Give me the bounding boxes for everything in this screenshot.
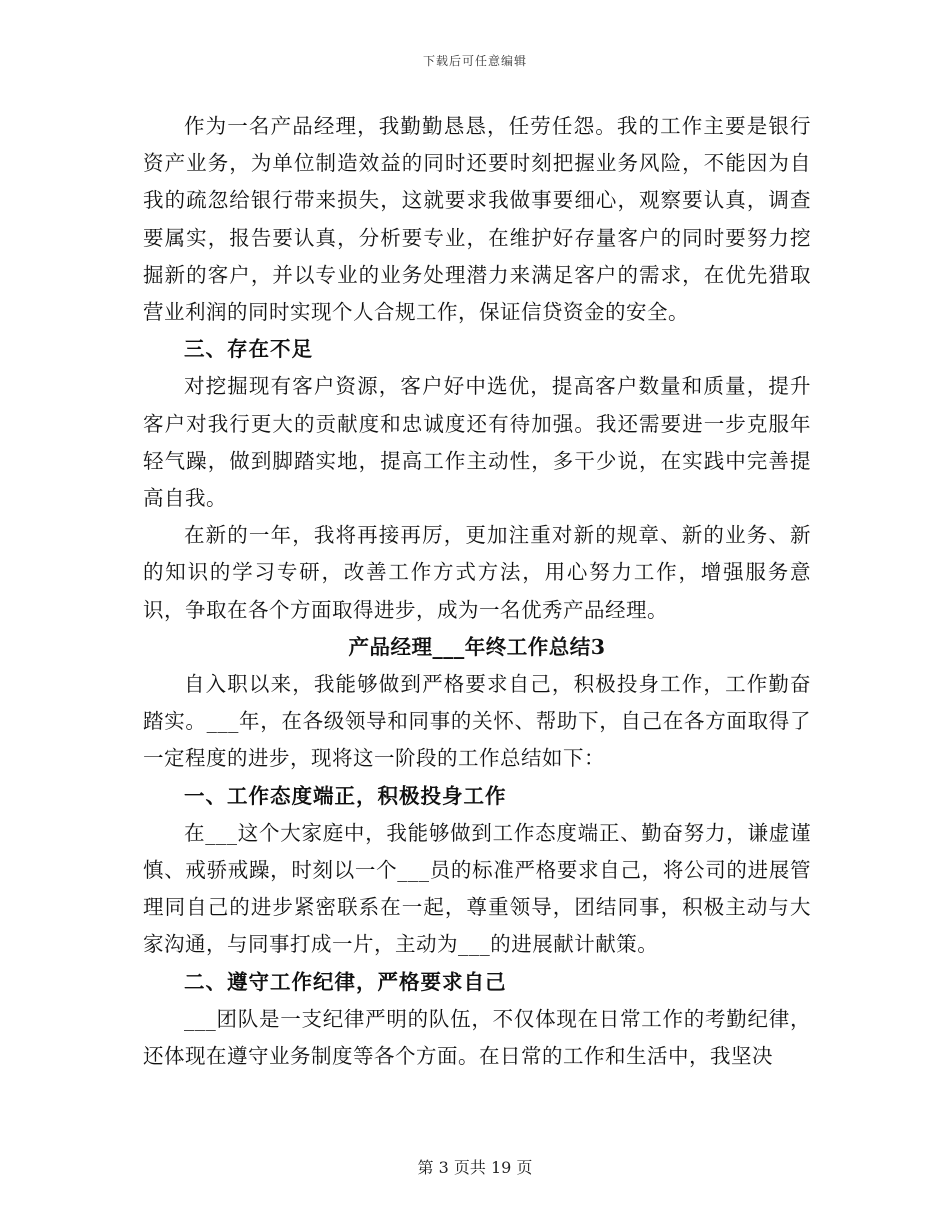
document-body: [143, 108, 811, 1075]
paragraph-work-discipline: ___团队是一支纪律严明的队伍，不仅体现在日常工作的考勤纪律，还体现在遵守业务制度等各个方面。在日常的工作和生活中，我坚决: [143, 1006, 811, 1069]
heading-shortcomings: 三、存在不足: [184, 337, 313, 362]
page-header: 下载后可任意编辑: [422, 54, 527, 68]
section-title: 产品经理___年终工作总结3: [348, 634, 606, 659]
paragraph-introduction: 自入职以来，我能够做到严格要求自己，积极投身工作，工作勤奋踏实。___年，在各级领导和同事的关怀、帮助下，自己在各方面取得了一定程度的进步，现将这一阶段的工作总结如下：: [143, 672, 811, 771]
page-number: 第 3 页共 19 页: [417, 1158, 533, 1177]
heading-work-discipline: 二、遵守工作纪律，严格要求自己: [184, 969, 507, 994]
heading-work-attitude: 一、工作态度端正，积极投身工作: [184, 783, 507, 808]
paragraph-product-manager-duties: 作为一名产品经理，我勤勤恳恳，任劳任怨。我的工作主要是银行资产业务，为单位制造效益的同时还要时刻把握业务风险，不能因为自我的疏忽给银行带来损失，这就要求我做事要细心，观察要认真，调查要属实，报告要认真，分析要专业，在维护好存量客户的同时要努力挖掘新的客户，并以专业的业务处理潜力来满足客户的需求，在优先猎取营业利润的同时实现个人合规工作，保证信贷资金的安全。: [143, 114, 811, 325]
paragraph-new-year-plan: 在新的一年，我将再接再厉，更加注重对新的规章、新的业务、新的知识的学习专研，改善工作方式方法，用心努力工作，增强服务意识，争取在各个方面取得进步，成为一名优秀产品经理。: [143, 523, 811, 622]
paragraph-shortcomings: 对挖掘现有客户资源，客户好中选优，提高客户数量和质量，提升客户对我行更大的贡献度和忠诚度还有待加强。我还需要进一步克服年轻气躁，做到脚踏实地，提高工作主动性，多干少说，在实践中完善提高自我。: [143, 374, 811, 511]
paragraph-work-attitude: 在___这个大家庭中，我能够做到工作态度端正、勤奋努力，谦虚谨慎、戒骄戒躁，时刻以一个___员的标准严格要求自己，将公司的进展管理同自己的进步紧密联系在一起，尊重领导，团结同事，积极主动与大家沟通，与同事打成一片，主动为___的进展献计献策。: [143, 820, 811, 957]
